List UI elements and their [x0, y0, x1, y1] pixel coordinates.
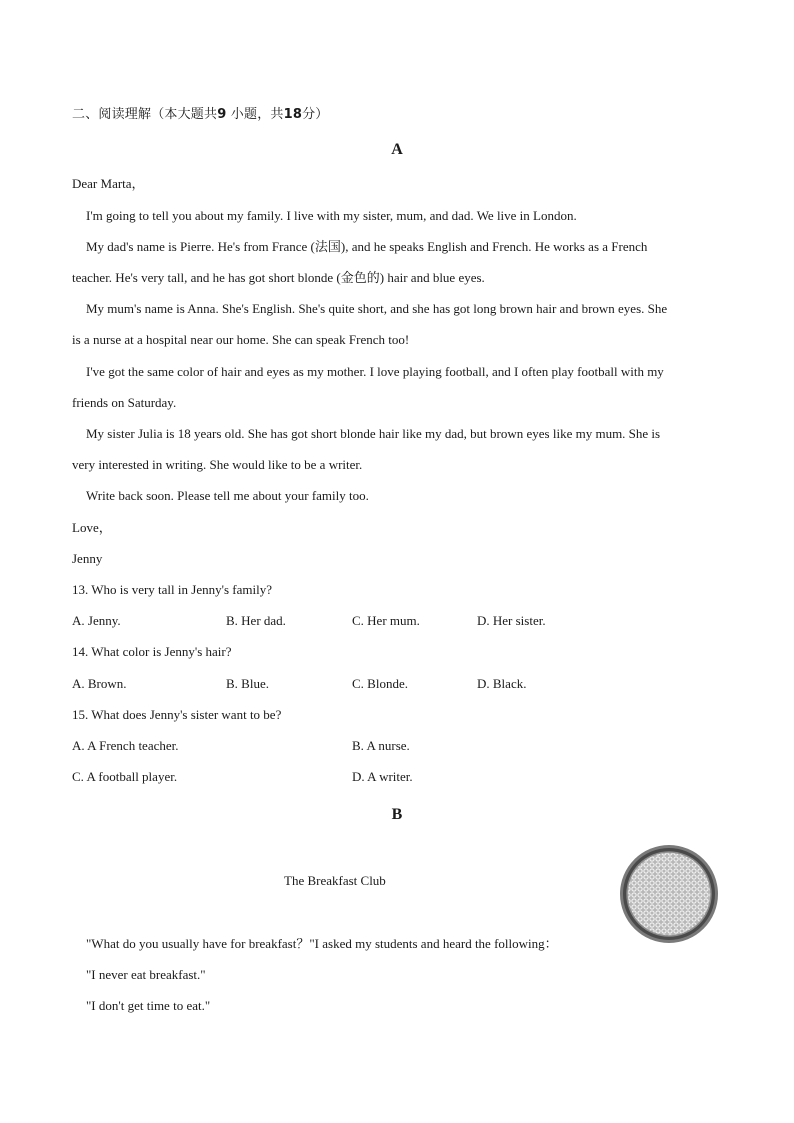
option-b: B. Blue.: [226, 676, 269, 691]
option-d: D. A writer.: [352, 769, 413, 784]
paragraph-line: friends on Saturday.: [72, 395, 177, 410]
option-c: C. A football player.: [72, 769, 178, 784]
option-b: B. Her dad.: [226, 613, 286, 628]
option-c: C. Her mum.: [352, 613, 420, 628]
question-stem: 14. What color is Jenny's hair?: [72, 644, 232, 659]
letter-signature: Jenny: [72, 551, 103, 566]
question-stem: 13. Who is very tall in Jenny's family?: [72, 582, 272, 597]
passage-b-label: B: [391, 806, 403, 823]
paragraph-line: "I don't get time to eat.": [86, 998, 211, 1013]
passage-b-title: The Breakfast Club: [284, 873, 386, 888]
passage-a-label: A: [391, 141, 403, 158]
paragraph-line: My sister Julia is 18 years old. She has got short blonde hair like my dad, but brown eyes like my mum. She is: [86, 426, 661, 441]
option-c: C. Blonde.: [352, 676, 408, 691]
paragraph-line: is a nurse at a hospital near our home. She can speak French too!: [72, 332, 410, 347]
question-stem: 15. What does Jenny's sister want to be?: [72, 707, 282, 722]
letter-greeting: Dear Marta，: [72, 176, 145, 191]
paragraph-line: very interested in writing. She would like to be a writer.: [72, 457, 363, 472]
letter-closing: Love，: [72, 520, 112, 535]
paragraph-line: Write back soon. Please tell me about your family too.: [86, 488, 369, 503]
option-a: A. Brown.: [72, 676, 127, 691]
paragraph-line: teacher. He's very tall, and he has got short blonde (金色的) hair and blue eyes.: [72, 270, 485, 285]
paragraph-line: I'm going to tell you about my family. I live with my sister, mum, and dad. We live in London.: [86, 208, 577, 223]
section-heading: 二、阅读理解（本大题共9 小题，共18分）: [72, 107, 329, 122]
option-a: A. Jenny.: [72, 613, 121, 628]
cereal-bowl-icon: [619, 844, 719, 944]
paragraph-line: "What do you usually have for breakfast？"I asked my students and heard the following：: [86, 936, 558, 951]
option-b: B. A nurse.: [352, 738, 410, 753]
option-d: D. Black.: [477, 676, 527, 691]
paragraph-line: My mum's name is Anna. She's English. She's quite short, and she has got long brown hair and brown eyes. She: [86, 301, 668, 316]
paragraph-line: I've got the same color of hair and eyes as my mother. I love playing football, and I often play football with my: [86, 364, 664, 379]
paragraph-line: My dad's name is Pierre. He's from France (法国), and he speaks English and French. He works as a French: [86, 239, 648, 254]
paragraph-line: "I never eat breakfast.": [86, 967, 206, 982]
option-a: A. A French teacher.: [72, 738, 179, 753]
option-d: D. Her sister.: [477, 613, 546, 628]
